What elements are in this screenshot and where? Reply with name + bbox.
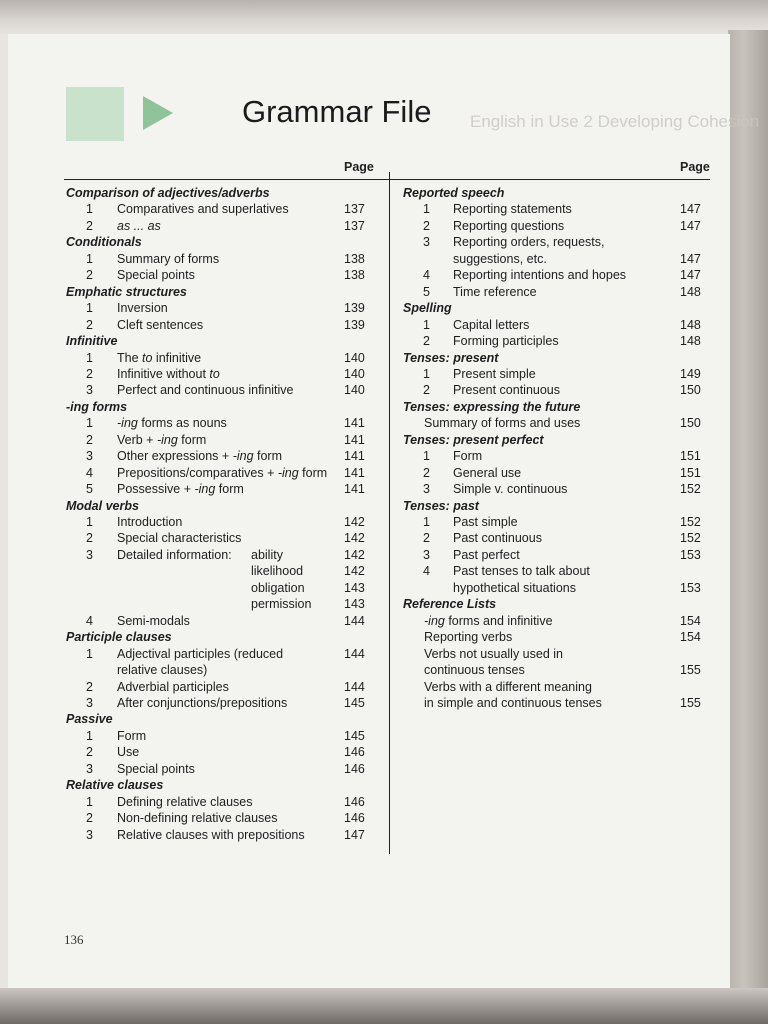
entry-text: Verbs with a different meaning [424, 679, 592, 694]
entry-page-number: 141 [344, 465, 365, 480]
entry-text: Summary of forms [117, 251, 220, 266]
entry-number: 2 [423, 383, 430, 398]
entry-page-number: 155 [680, 695, 701, 710]
entry-text: -ing forms as nouns [117, 416, 227, 431]
entry-text: Semi-modals [117, 613, 190, 628]
entry-number: 3 [86, 827, 93, 842]
entry-text: continuous tenses [424, 663, 525, 678]
entry-page-number: 140 [344, 366, 365, 381]
entry-number: 1 [86, 728, 93, 743]
entry-text: Reporting verbs [424, 630, 513, 645]
entry-page-number: 145 [344, 695, 365, 710]
right-section-heading [403, 596, 496, 612]
entry-number: 2 [423, 465, 430, 480]
entry-number: 3 [423, 482, 430, 497]
entry-number: 2 [86, 366, 93, 381]
entry-text: General use [453, 465, 522, 480]
entry-number: 1 [423, 515, 430, 529]
entry-page-number: 155 [680, 663, 701, 678]
heading-text: Reference Lists [403, 597, 497, 612]
left-section-heading [66, 185, 270, 201]
entry-page-number: 143 [344, 597, 365, 612]
title-color-block [66, 87, 124, 141]
entry-page-number: 149 [680, 366, 701, 381]
entry-number: 2 [86, 317, 93, 332]
entry-text: Past perfect [453, 547, 520, 562]
entry-number: 2 [86, 811, 93, 826]
entry-number: 2 [86, 432, 93, 447]
entry-text: Reporting statements [453, 202, 572, 217]
entry-page-number: 147 [680, 202, 701, 217]
right-section-heading [403, 432, 544, 448]
entry-page-number: 152 [680, 531, 701, 546]
entry-number: 3 [86, 383, 93, 398]
entry-text: Special points [117, 268, 195, 283]
entry-text: Special characteristics [117, 531, 242, 546]
entry-text: Capital letters [453, 317, 530, 332]
entry-page-number: 147 [680, 251, 701, 266]
scan-edge-bottom [0, 988, 768, 1024]
entry-page-number: 147 [680, 268, 701, 283]
entry-number: 1 [423, 202, 430, 217]
entry-page-number: 142 [344, 531, 365, 546]
right-section-heading [403, 300, 452, 316]
entry-number: 2 [423, 334, 430, 349]
entry-text: as ... as [117, 218, 161, 233]
entry-text: Form [117, 728, 147, 743]
left-section-heading [66, 399, 127, 415]
entry-page-number: 153 [680, 547, 701, 562]
column-divider [389, 172, 390, 854]
entry-number: 4 [86, 613, 93, 628]
entry-page-number: 154 [680, 613, 701, 628]
entry-number: 2 [86, 679, 93, 694]
entry-text: Special points [117, 761, 195, 776]
entry-text: -ing forms and infinitive [424, 613, 553, 628]
heading-text: Tenses: past [403, 498, 479, 513]
heading-text: Spelling [403, 301, 452, 316]
entry-number: 2 [86, 531, 93, 546]
entry-page-number: 140 [344, 383, 365, 398]
heading-text: Participle clauses [66, 630, 172, 645]
entry-number: 1 [86, 251, 93, 266]
page-number: 136 [64, 932, 84, 947]
entry-page-number: 144 [344, 646, 365, 661]
entry-page-number: 143 [344, 580, 365, 595]
entry-number: 1 [423, 449, 430, 464]
entry-number: 1 [86, 202, 93, 217]
entry-subtopic: obligation [251, 580, 305, 595]
entry-page-number: 147 [344, 827, 365, 842]
entry-page-number: 146 [344, 811, 365, 826]
heading-text: Relative clauses [66, 778, 164, 793]
entry-text: Perfect and continuous infinitive [117, 383, 294, 398]
entry-page-number: 144 [344, 679, 365, 694]
entry-page-number: 138 [344, 251, 365, 266]
entry-number: 5 [86, 482, 93, 497]
entry-page-number: 138 [344, 268, 365, 283]
entry-text: Adverbial participles [117, 679, 229, 694]
entry-text: Reporting questions [453, 218, 565, 233]
heading-text: Tenses: present [403, 350, 499, 365]
heading-text: Emphatic structures [66, 284, 187, 299]
right-section-heading [403, 498, 479, 514]
entry-page-number: 144 [344, 613, 365, 628]
entry-page-number: 148 [680, 334, 701, 349]
entry-text: Forming participles [453, 334, 559, 349]
entry-number: 2 [86, 745, 93, 760]
entry-page-number: 145 [344, 728, 365, 743]
right-section-heading [403, 399, 580, 415]
entry-text: Reporting orders, requests, [453, 235, 605, 250]
entry-number: 1 [86, 515, 93, 529]
page-column-header-left: Page [344, 160, 374, 174]
entry-number: 1 [86, 794, 93, 809]
heading-text: Tenses: expressing the future [403, 399, 581, 414]
entry-text: Relative clauses with prepositions [117, 827, 305, 842]
entry-page-number: 151 [680, 465, 701, 480]
entry-number: 1 [86, 416, 93, 431]
page-column-header-right: Page [680, 160, 710, 174]
right-section-heading [403, 350, 498, 366]
entry-number: 1 [423, 366, 430, 381]
entry-number: 1 [86, 301, 93, 316]
entry-page-number: 146 [344, 794, 365, 809]
entry-text: Summary of forms and uses [424, 416, 581, 431]
entry-number: 3 [86, 695, 93, 710]
entry-page-number: 141 [344, 482, 365, 497]
entry-text: Present continuous [453, 383, 561, 398]
entry-page-number: 142 [344, 515, 365, 529]
entry-text: hypothetical situations [453, 580, 576, 595]
entry-page-number: 146 [344, 745, 365, 760]
entry-page-number: 141 [344, 432, 365, 447]
entry-number: 4 [423, 268, 430, 283]
entry-text: Non-defining relative clauses [117, 811, 278, 826]
entry-text: Present simple [453, 366, 536, 381]
entry-page-number: 148 [680, 317, 701, 332]
entry-text: Past continuous [453, 531, 542, 546]
entry-page-number: 153 [680, 580, 701, 595]
left-section-heading [66, 777, 163, 793]
entry-text: Introduction [117, 515, 183, 529]
entry-page-number: 140 [344, 350, 365, 365]
page-title: Grammar File [242, 94, 432, 129]
entry-number: 1 [86, 646, 93, 661]
heading-text: Infinitive [66, 334, 118, 349]
entry-text: Comparatives and superlatives [117, 202, 289, 217]
entry-page-number: 151 [680, 449, 701, 464]
entry-number: 3 [423, 547, 430, 562]
entry-page-number: 147 [680, 218, 701, 233]
entry-page-number: 146 [344, 761, 365, 776]
entry-text: Simple v. continuous [453, 482, 568, 497]
show-through-text: English in Use 2 Developing Cohesion [470, 112, 760, 131]
entry-number: 5 [423, 284, 430, 299]
entry-text: Time reference [453, 284, 537, 299]
entry-number: 3 [423, 235, 430, 250]
entry-subtopic: likelihood [251, 564, 304, 579]
entry-number: 4 [86, 465, 93, 480]
entry-page-number: 137 [344, 202, 365, 217]
heading-text: Conditionals [66, 235, 142, 250]
heading-text: Reported speech [403, 186, 505, 200]
entry-text: Prepositions/comparatives + -ing form [117, 465, 328, 480]
entry-subtopic: permission [251, 597, 312, 612]
entry-text: relative clauses) [117, 663, 208, 678]
entry-text: Verb + -ing form [117, 432, 207, 447]
entry-page-number: 148 [680, 284, 701, 299]
entry-text: suggestions, etc. [453, 251, 547, 266]
entry-number: 1 [86, 350, 93, 365]
entry-page-number: 141 [344, 449, 365, 464]
entry-text: Past tenses to talk about [453, 564, 590, 579]
entry-number: 2 [86, 218, 93, 233]
entry-text: Defining relative clauses [117, 794, 253, 809]
entry-text: Form [453, 449, 483, 464]
play-arrow-icon [143, 96, 173, 130]
left-section-heading [66, 333, 117, 349]
entry-page-number: 142 [344, 547, 365, 562]
entry-page-number: 139 [344, 301, 365, 316]
entry-number: 4 [423, 564, 430, 579]
entry-page-number: 152 [680, 482, 701, 497]
entry-page-number: 141 [344, 416, 365, 431]
header-rule [64, 179, 710, 180]
entry-number: 2 [423, 218, 430, 233]
heading-text: Comparison of adjectives/adverbs [66, 186, 270, 200]
entry-page-number: 139 [344, 317, 365, 332]
entry-text: Cleft sentences [117, 317, 204, 332]
entry-page-number: 150 [680, 416, 701, 431]
heading-text: Modal verbs [66, 498, 139, 513]
entry-text: The to infinitive [117, 350, 202, 365]
entry-text: Reporting intentions and hopes [453, 268, 627, 283]
scan-edge-top [0, 0, 768, 34]
heading-text: -ing forms [66, 399, 128, 414]
entry-text: Adjectival participles (reduced [117, 646, 284, 661]
entry-number: 3 [86, 449, 93, 464]
left-section-heading [66, 629, 172, 645]
entry-text: Past simple [453, 515, 518, 529]
entry-page-number: 137 [344, 218, 365, 233]
entry-text: Detailed information: [117, 547, 232, 562]
entry-text: After conjunctions/prepositions [117, 695, 288, 710]
entry-text: Infinitive without to [117, 366, 220, 381]
entry-page-number: 142 [344, 564, 365, 579]
left-section-heading [66, 711, 113, 727]
entry-number: 3 [86, 547, 93, 562]
adjacent-page-edge [728, 30, 768, 1000]
entry-page-number: 154 [680, 630, 701, 645]
heading-text: Passive [66, 712, 113, 727]
entry-text: Use [117, 745, 140, 760]
entry-text: Possessive + -ing form [117, 482, 244, 497]
entry-number: 1 [423, 317, 430, 332]
right-section-heading [403, 185, 504, 201]
left-section-heading [66, 498, 139, 514]
entry-number: 2 [423, 531, 430, 546]
entry-text: Inversion [117, 301, 168, 316]
left-section-heading [66, 234, 142, 250]
entry-page-number: 150 [680, 383, 701, 398]
entry-text: Verbs not usually used in [424, 646, 563, 661]
left-section-heading [66, 284, 187, 300]
entry-text: Other expressions + -ing form [117, 449, 283, 464]
entry-text: in simple and continuous tenses [424, 695, 602, 710]
entry-subtopic: ability [251, 547, 283, 562]
entry-number: 2 [86, 268, 93, 283]
entry-page-number: 152 [680, 515, 701, 529]
heading-text: Tenses: present perfect [403, 432, 544, 447]
entry-number: 3 [86, 761, 93, 776]
